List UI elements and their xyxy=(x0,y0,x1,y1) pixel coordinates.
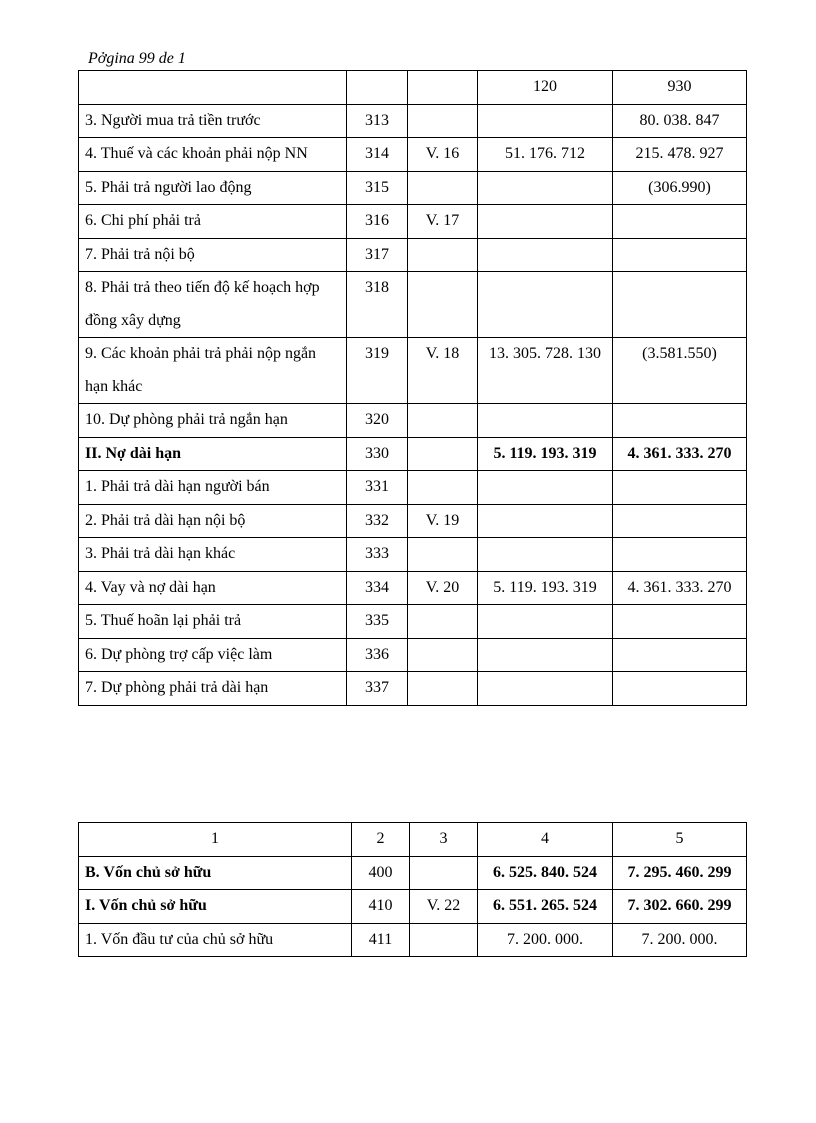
row-note xyxy=(408,605,478,639)
row-value-previous: 7. 200. 000. xyxy=(613,923,747,957)
row-code: 319 xyxy=(347,338,408,404)
row-code: 316 xyxy=(347,205,408,239)
row-value-current xyxy=(478,638,613,672)
row-note: V. 16 xyxy=(408,138,478,172)
row-value-previous: 7. 295. 460. 299 xyxy=(613,856,747,890)
row-code: 317 xyxy=(347,238,408,272)
row-note: V. 22 xyxy=(410,890,478,924)
row-label: 7. Dự phòng phải trả dài hạn xyxy=(79,672,347,706)
row-note xyxy=(408,71,478,105)
table-row xyxy=(79,538,747,572)
row-label xyxy=(79,71,347,105)
row-code: 411 xyxy=(352,923,410,957)
row-value-current: 51. 176. 712 xyxy=(478,138,613,172)
row-value-previous xyxy=(613,404,747,438)
row-note: V. 20 xyxy=(408,571,478,605)
row-label: II. Nợ dài hạn xyxy=(79,437,347,471)
row-code: 331 xyxy=(347,471,408,505)
row-value-current xyxy=(478,538,613,572)
row-value-current xyxy=(478,404,613,438)
row-value-previous xyxy=(613,605,747,639)
row-value-current: 5. 119. 193. 319 xyxy=(478,571,613,605)
table-row xyxy=(79,104,747,138)
table-body xyxy=(79,856,747,957)
row-note xyxy=(410,856,478,890)
table-body xyxy=(79,71,747,706)
table-row xyxy=(79,338,747,404)
row-code: 332 xyxy=(347,504,408,538)
row-value-current: 120 xyxy=(478,71,613,105)
row-value-current xyxy=(478,205,613,239)
row-value-current xyxy=(478,104,613,138)
row-note xyxy=(408,538,478,572)
row-label: 8. Phải trả theo tiến độ kế hoạch hợp đồng xây dựng xyxy=(79,272,347,338)
row-label: 1. Vốn đầu tư của chủ sở hữu xyxy=(79,923,352,957)
row-value-previous xyxy=(613,272,747,338)
table-row xyxy=(79,171,747,205)
row-note xyxy=(408,471,478,505)
row-code: 314 xyxy=(347,138,408,172)
table-row xyxy=(79,923,747,957)
row-label: B. Vốn chủ sở hữu xyxy=(79,856,352,890)
row-note xyxy=(408,638,478,672)
table-row xyxy=(79,856,747,890)
row-code: 330 xyxy=(347,437,408,471)
header-col-3: 3 xyxy=(410,823,478,857)
row-value-previous xyxy=(613,638,747,672)
page-header: Pởgina 99 de 1 xyxy=(88,50,186,67)
row-value-current: 7. 200. 000. xyxy=(478,923,613,957)
row-value-current xyxy=(478,171,613,205)
row-note xyxy=(408,437,478,471)
row-code: 333 xyxy=(347,538,408,572)
row-label: 6. Chi phí phải trả xyxy=(79,205,347,239)
row-value-current xyxy=(478,272,613,338)
row-value-previous xyxy=(613,471,747,505)
row-label: 5. Phải trả người lao động xyxy=(79,171,347,205)
table-row xyxy=(79,504,747,538)
row-label: 1. Phải trả dài hạn người bán xyxy=(79,471,347,505)
table-row xyxy=(79,890,747,924)
table-row xyxy=(79,605,747,639)
row-value-previous: 4. 361. 333. 270 xyxy=(613,437,747,471)
row-value-current xyxy=(478,471,613,505)
row-value-previous xyxy=(613,238,747,272)
table-row xyxy=(79,672,747,706)
balance-sheet-table-liabilities xyxy=(78,70,747,706)
row-value-previous: 7. 302. 660. 299 xyxy=(613,890,747,924)
row-code: 400 xyxy=(352,856,410,890)
row-note xyxy=(410,923,478,957)
row-note: V. 19 xyxy=(408,504,478,538)
row-value-current: 6. 551. 265. 524 xyxy=(478,890,613,924)
row-label: I. Vốn chủ sở hữu xyxy=(79,890,352,924)
row-label: 10. Dự phòng phải trả ngắn hạn xyxy=(79,404,347,438)
row-note xyxy=(408,672,478,706)
table-row xyxy=(79,404,747,438)
table-row xyxy=(79,205,747,239)
row-label: 2. Phải trả dài hạn nội bộ xyxy=(79,504,347,538)
row-code: 313 xyxy=(347,104,408,138)
row-note xyxy=(408,104,478,138)
row-code: 337 xyxy=(347,672,408,706)
table-row xyxy=(79,437,747,471)
table-row xyxy=(79,571,747,605)
row-value-current xyxy=(478,504,613,538)
row-value-previous xyxy=(613,504,747,538)
row-note xyxy=(408,171,478,205)
row-value-previous xyxy=(613,205,747,239)
table-row xyxy=(79,272,747,338)
row-label: 6. Dự phòng trợ cấp việc làm xyxy=(79,638,347,672)
row-value-previous: 80. 038. 847 xyxy=(613,104,747,138)
table-row xyxy=(79,138,747,172)
table-row xyxy=(79,471,747,505)
row-note xyxy=(408,238,478,272)
table-row xyxy=(79,638,747,672)
row-note xyxy=(408,272,478,338)
row-label: 9. Các khoản phải trả phải nộp ngắn hạn khác xyxy=(79,338,347,404)
row-note: V. 17 xyxy=(408,205,478,239)
header-col-4: 4 xyxy=(478,823,613,857)
row-value-current: 13. 305. 728. 130 xyxy=(478,338,613,404)
row-value-previous xyxy=(613,672,747,706)
row-label: 4. Thuế và các khoản phải nộp NN xyxy=(79,138,347,172)
header-col-5: 5 xyxy=(613,823,747,857)
table-row xyxy=(79,238,747,272)
row-label: 4. Vay và nợ dài hạn xyxy=(79,571,347,605)
row-note: V. 18 xyxy=(408,338,478,404)
row-label: 7. Phải trả nội bộ xyxy=(79,238,347,272)
row-code: 410 xyxy=(352,890,410,924)
row-note xyxy=(408,404,478,438)
row-label: 3. Phải trả dài hạn khác xyxy=(79,538,347,572)
row-value-previous: 930 xyxy=(613,71,747,105)
row-value-current: 6. 525. 840. 524 xyxy=(478,856,613,890)
table-row xyxy=(79,71,747,105)
row-value-current xyxy=(478,672,613,706)
row-code: 318 xyxy=(347,272,408,338)
row-code: 334 xyxy=(347,571,408,605)
row-code xyxy=(347,71,408,105)
row-value-previous: (3.581.550) xyxy=(613,338,747,404)
balance-sheet-table-equity xyxy=(78,822,747,957)
row-code: 315 xyxy=(347,171,408,205)
row-code: 335 xyxy=(347,605,408,639)
row-value-previous: (306.990) xyxy=(613,171,747,205)
row-label: 3. Người mua trả tiền trước xyxy=(79,104,347,138)
header-col-1: 1 xyxy=(79,823,352,857)
row-value-current xyxy=(478,605,613,639)
row-value-current xyxy=(478,238,613,272)
row-value-previous: 215. 478. 927 xyxy=(613,138,747,172)
header-col-2: 2 xyxy=(352,823,410,857)
row-code: 336 xyxy=(347,638,408,672)
row-code: 320 xyxy=(347,404,408,438)
table-header-row xyxy=(79,823,747,857)
row-value-previous xyxy=(613,538,747,572)
row-value-previous: 4. 361. 333. 270 xyxy=(613,571,747,605)
row-value-current: 5. 119. 193. 319 xyxy=(478,437,613,471)
row-label: 5. Thuế hoãn lại phải trả xyxy=(79,605,347,639)
